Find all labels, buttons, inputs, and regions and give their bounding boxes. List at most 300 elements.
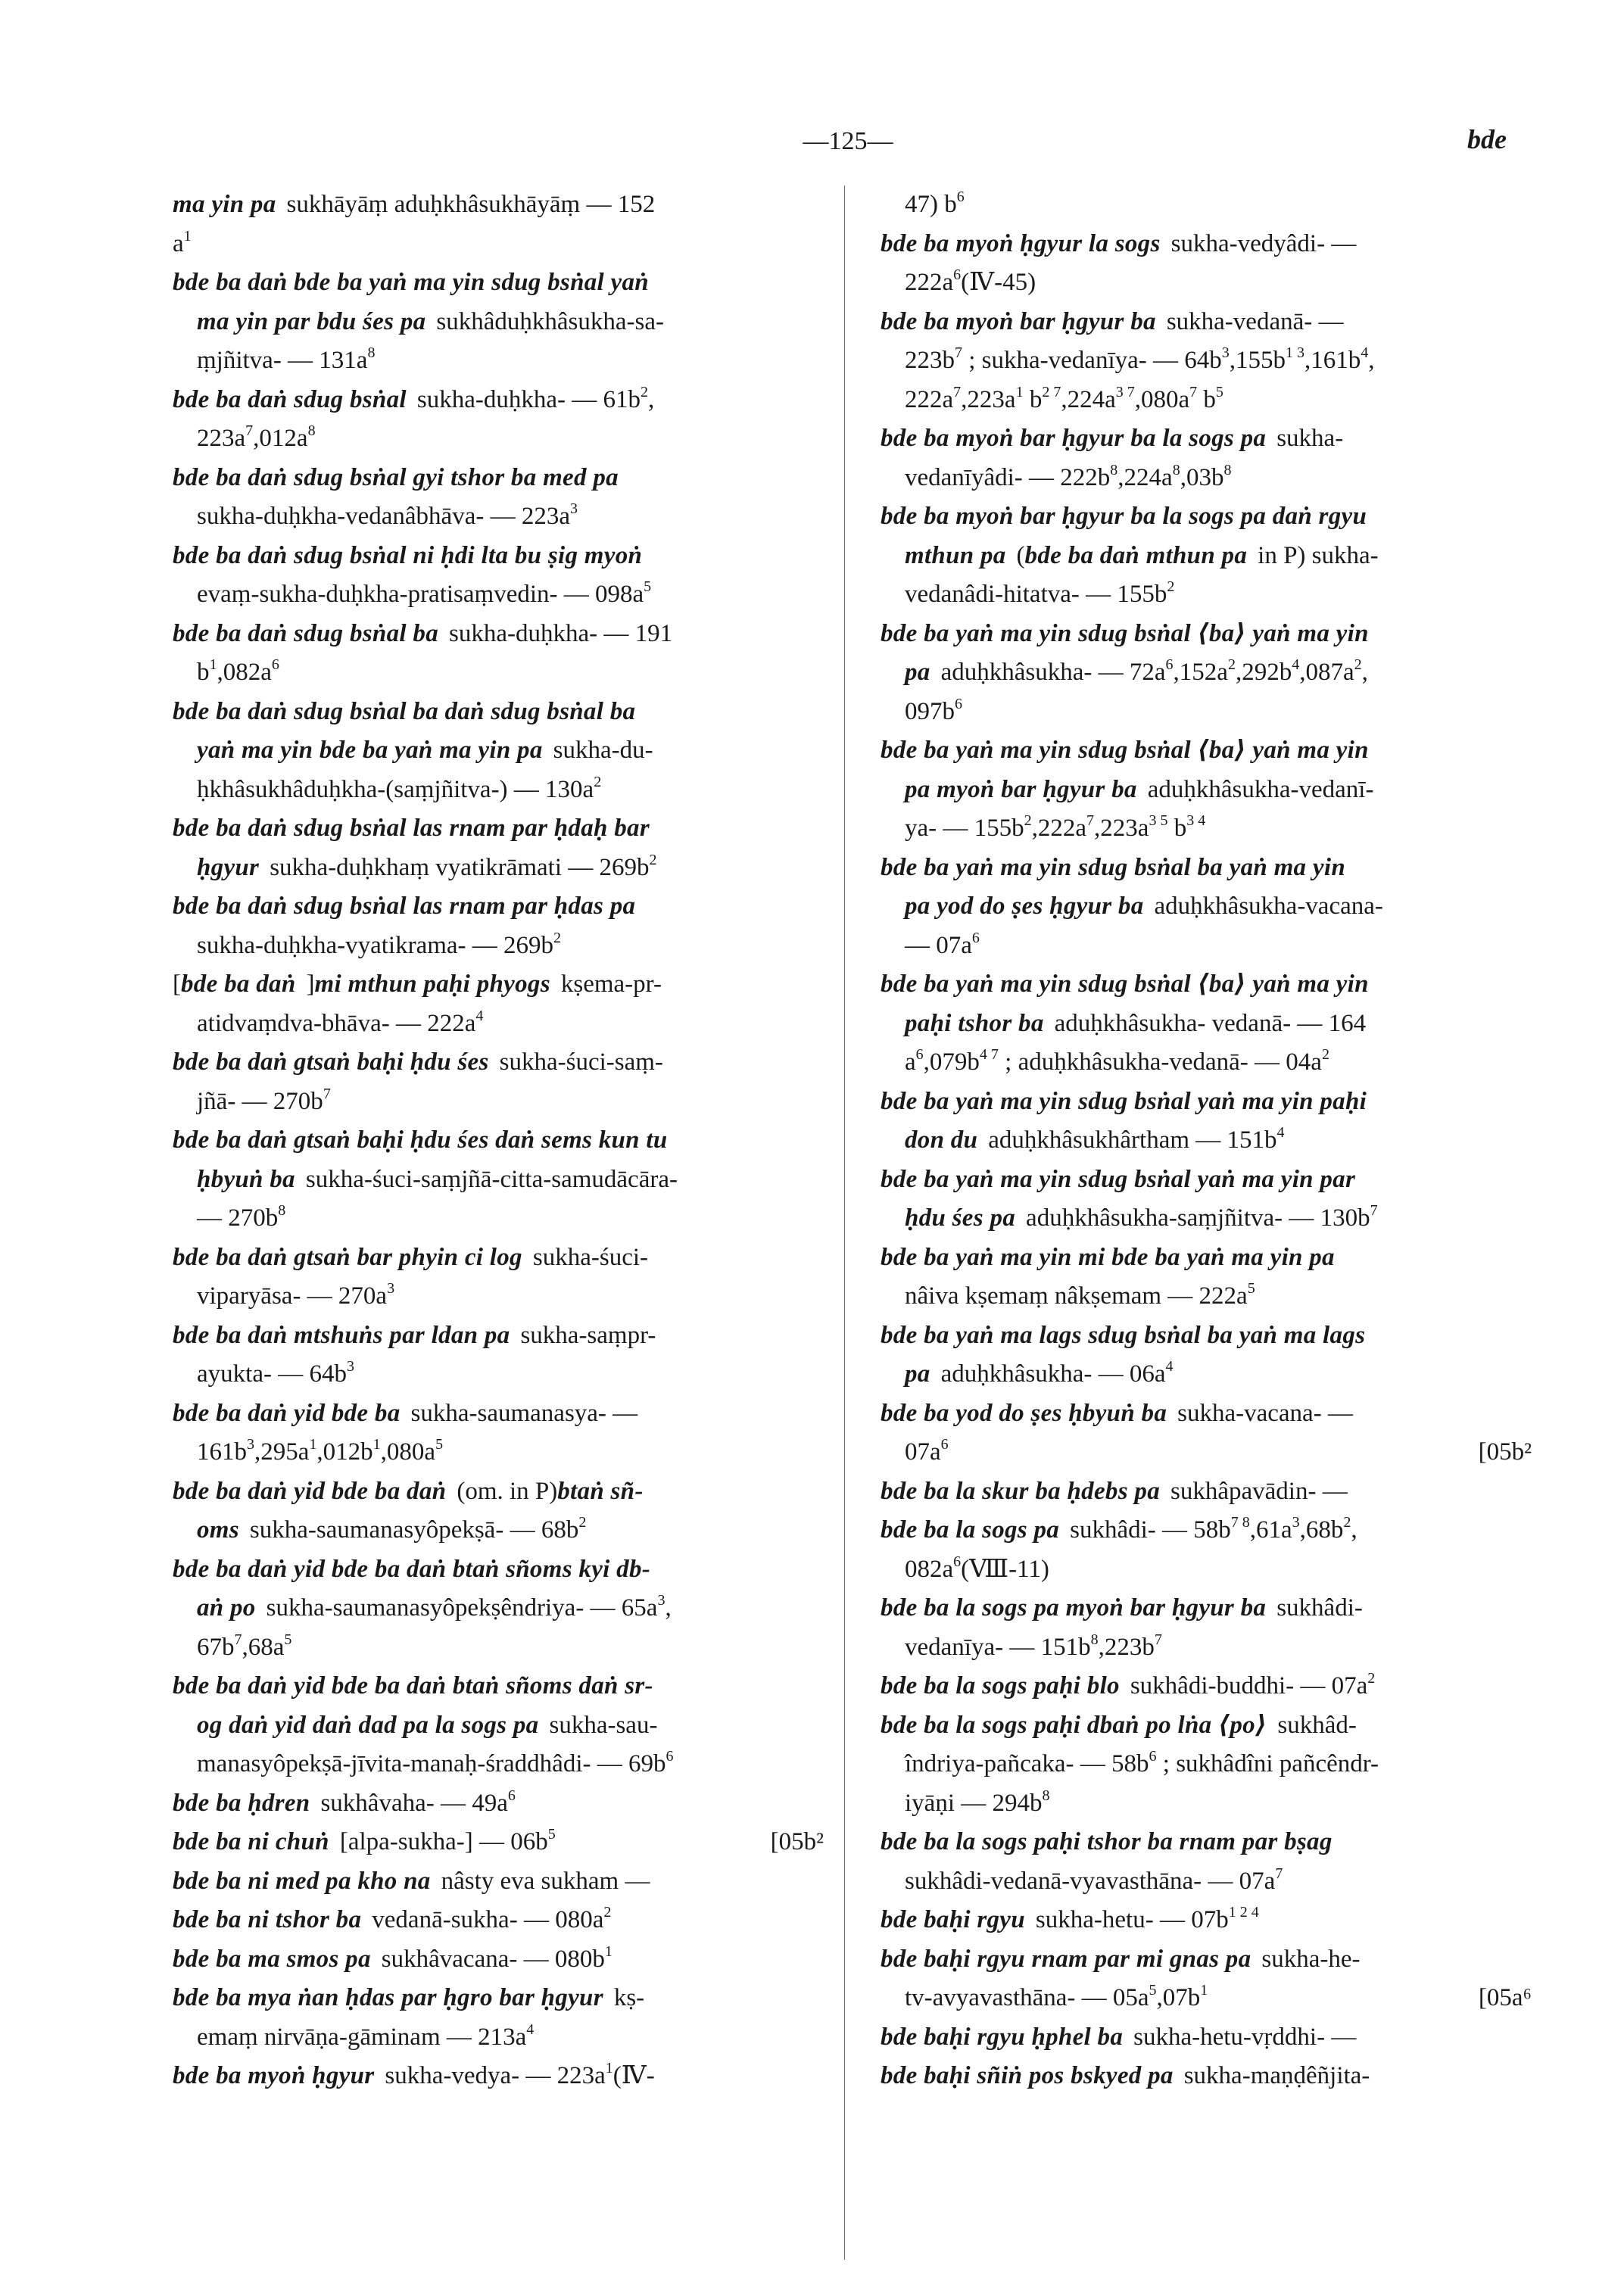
dictionary-line bbox=[881, 185, 1532, 225]
sanskrit-gloss: sukha-saṃpr- bbox=[520, 1321, 656, 1349]
dictionary-line bbox=[173, 809, 824, 849]
dictionary-line bbox=[881, 1862, 1532, 1902]
dictionary-line bbox=[881, 1589, 1532, 1628]
folio-superscript: 1 bbox=[604, 1943, 613, 1960]
sanskrit-gloss: aduḥkhâsukha-saṃjñitva- — 130b bbox=[1026, 1204, 1370, 1232]
sanskrit-gloss: , bbox=[1351, 1516, 1357, 1544]
folio-superscript: 3 bbox=[346, 1358, 354, 1375]
tibetan-headword: oms bbox=[197, 1516, 239, 1544]
sanskrit-gloss: ,03b bbox=[1180, 463, 1224, 491]
sanskrit-gloss: sukha-vedyâdi- — bbox=[1170, 229, 1357, 257]
folio-superscript: 4 7 bbox=[979, 1046, 999, 1063]
folio-superscript: 7 bbox=[1370, 1202, 1378, 1219]
sanskrit-gloss: ,68b bbox=[1299, 1516, 1344, 1544]
column-divider bbox=[844, 185, 845, 2260]
dictionary-line bbox=[173, 1862, 824, 1902]
dictionary-line bbox=[881, 381, 1532, 420]
dictionary-line bbox=[173, 2057, 824, 2096]
dictionary-line bbox=[173, 887, 824, 927]
folio-superscript: 3 bbox=[247, 1436, 254, 1453]
folio-superscript: 7 bbox=[955, 344, 962, 361]
dictionary-line bbox=[173, 1472, 824, 1512]
sanskrit-gloss: sukhâdi-vedanā-vyavasthāna- — 07a bbox=[905, 1867, 1276, 1895]
dictionary-line bbox=[173, 537, 824, 576]
sanskrit-gloss: sukha- bbox=[1276, 425, 1344, 452]
dictionary-line bbox=[881, 771, 1532, 810]
sanskrit-gloss: (Ⅷ-11) bbox=[961, 1555, 1049, 1583]
tibetan-headword: bde ba daṅ gtsaṅ baḥi ḥdu śes bbox=[173, 1048, 489, 1076]
tibetan-headword: bde ba ḥdren bbox=[173, 1789, 310, 1817]
folio-superscript: 7 bbox=[953, 383, 962, 400]
tibetan-headword: bde ba la sogs pa myoṅ bar ḥgyur ba bbox=[881, 1594, 1267, 1622]
folio-superscript: 7 bbox=[323, 1085, 331, 1102]
dictionary-line bbox=[881, 1316, 1532, 1356]
tibetan-headword: og daṅ yid daṅ dad pa la sogs pa bbox=[197, 1711, 539, 1739]
sanskrit-gloss: ,295a bbox=[254, 1438, 310, 1466]
folio-superscript: 7 8 bbox=[1230, 1514, 1250, 1531]
tibetan-headword: bde ba daṅ gtsaṅ bar phyin ci log bbox=[173, 1243, 522, 1271]
folio-superscript: 6 bbox=[1165, 656, 1174, 673]
folio-superscript: 1 bbox=[1200, 1982, 1208, 1999]
tibetan-headword: btaṅ sñ- bbox=[557, 1477, 644, 1505]
sanskrit-gloss: (Ⅳ-45) bbox=[961, 269, 1036, 296]
folio-superscript: 8 bbox=[1110, 461, 1118, 478]
tibetan-headword: bde ba ni med pa kho na bbox=[173, 1867, 431, 1895]
dictionary-line bbox=[881, 1161, 1532, 1200]
tibetan-headword: bde ba daṅ yid bde ba daṅ bbox=[173, 1477, 447, 1505]
tibetan-headword: pa yod do ṣes ḥgyur ba bbox=[905, 893, 1144, 920]
tibetan-headword: bde ba la sogs paḥi dbaṅ po lṅa ⟨po⟩ bbox=[881, 1711, 1267, 1739]
sanskrit-gloss: ,012a bbox=[253, 425, 308, 452]
tibetan-headword: bde ba la sogs paḥi tshor ba rnam par bṣag bbox=[881, 1828, 1333, 1855]
tibetan-headword: bde ba yaṅ ma yin mi bde ba yaṅ ma yin pa bbox=[881, 1243, 1335, 1271]
dictionary-line bbox=[881, 1238, 1532, 1278]
folio-superscript: 3 bbox=[1221, 344, 1230, 361]
dictionary-line bbox=[881, 2057, 1532, 2096]
sanskrit-gloss: vedanīyâdi- — 222b bbox=[905, 463, 1111, 491]
dictionary-line bbox=[173, 497, 824, 537]
tibetan-headword: bde ba daṅ bde ba yaṅ ma yin sdug bsṅal yaṅ bbox=[173, 269, 649, 296]
sanskrit-gloss: ,080a bbox=[380, 1438, 436, 1466]
sanskrit-gloss: vedanā-sukha- — 080a bbox=[372, 1906, 604, 1933]
sanskrit-gloss: ,68a bbox=[242, 1633, 285, 1661]
dictionary-line bbox=[173, 771, 824, 810]
tibetan-headword: bde baḥi rgyu ḥphel ba bbox=[881, 2023, 1124, 2051]
dictionary-line bbox=[173, 1238, 824, 1278]
dictionary-line bbox=[881, 927, 1532, 966]
folio-superscript: 2 bbox=[1354, 656, 1362, 673]
sanskrit-gloss: (om. in P) bbox=[457, 1477, 558, 1505]
tibetan-headword: bde ba daṅ sdug bsṅal bbox=[173, 385, 407, 413]
dictionary-line bbox=[173, 1043, 824, 1083]
folio-superscript: 4 bbox=[1361, 344, 1369, 361]
tibetan-headword: bde ba daṅ sdug bsṅal gyi tshor ba med pa bbox=[173, 463, 619, 491]
dictionary-line bbox=[881, 537, 1532, 576]
dictionary-line bbox=[881, 1394, 1532, 1434]
dictionary-line bbox=[173, 1433, 824, 1472]
tibetan-headword: bde ba yaṅ ma yin sdug bsṅal yaṅ ma yin paḥi bbox=[881, 1087, 1367, 1115]
tibetan-headword: bde ba yaṅ ma yin sdug bsṅal ba yaṅ ma yin bbox=[881, 853, 1345, 881]
folio-superscript: 1 2 4 bbox=[1228, 1904, 1259, 1921]
folio-superscript: 1 bbox=[209, 656, 217, 673]
dictionary-line bbox=[173, 1550, 824, 1590]
sanskrit-gloss: [alpa-sukha-] — 06b bbox=[339, 1828, 548, 1855]
dictionary-line bbox=[173, 303, 824, 342]
sanskrit-gloss: 161b bbox=[197, 1438, 247, 1466]
tibetan-headword: bde ba myoṅ bar ḥgyur ba bbox=[881, 307, 1156, 335]
tibetan-headword: bde ba yaṅ ma yin sdug bsṅal ⟨ba⟩ yaṅ ma yin bbox=[881, 737, 1369, 764]
tibetan-headword: pa bbox=[905, 1360, 930, 1388]
folio-superscript: 2 7 bbox=[1042, 383, 1061, 400]
sanskrit-gloss: sukha-duḥkha-vedanâbhāva- — 223a bbox=[197, 503, 570, 530]
dictionary-line bbox=[881, 263, 1532, 303]
sanskrit-gloss: ,07b bbox=[1156, 1984, 1201, 2011]
dictionary-line bbox=[173, 225, 824, 264]
dictionary-line bbox=[881, 1628, 1532, 1668]
tibetan-headword: pa myoṅ bar ḥgyur ba bbox=[905, 775, 1137, 803]
tibetan-headword: ma yin par bdu śes pa bbox=[197, 307, 426, 335]
dictionary-line bbox=[173, 263, 824, 303]
folio-marker: [05a⁶ bbox=[1478, 1984, 1532, 2011]
dictionary-line bbox=[881, 1940, 1532, 1980]
dictionary-line bbox=[173, 849, 824, 888]
sanskrit-gloss: jñā- — 270b bbox=[197, 1087, 323, 1115]
sanskrit-gloss: sukha-vacana- — bbox=[1177, 1399, 1353, 1427]
dictionary-line bbox=[881, 1901, 1532, 1940]
dictionary-line bbox=[173, 1394, 824, 1434]
dictionary-line bbox=[881, 1745, 1532, 1784]
tibetan-headword: bde ba mya ṅan ḥdas par ḥgro bar ḥgyur bbox=[173, 1984, 603, 2011]
sanskrit-gloss: ,152a bbox=[1173, 659, 1228, 686]
dictionary-line bbox=[881, 1784, 1532, 1824]
folio-superscript: 6 bbox=[971, 929, 980, 946]
dictionary-line bbox=[173, 1589, 824, 1628]
tibetan-headword: bde ba ni tshor ba bbox=[173, 1906, 362, 1933]
folio-superscript: 6 bbox=[915, 1046, 924, 1063]
folio-superscript: 5 bbox=[644, 578, 652, 595]
folio-marker: [05b² bbox=[1478, 1438, 1532, 1466]
dictionary-line bbox=[173, 1083, 824, 1122]
dictionary-line bbox=[173, 1784, 824, 1824]
sanskrit-gloss: ,082a bbox=[217, 659, 272, 686]
dictionary-line bbox=[173, 1667, 824, 1706]
dictionary-line bbox=[173, 1355, 824, 1394]
folio-superscript: 6 bbox=[953, 1553, 962, 1570]
tibetan-headword: bde baḥi rgyu rnam par mi gnas pa bbox=[881, 1945, 1252, 1973]
folio-superscript: 8 bbox=[367, 344, 376, 361]
dictionary-line bbox=[173, 965, 824, 1005]
tibetan-headword: bde baḥi rgyu bbox=[881, 1906, 1025, 1933]
sanskrit-gloss: aduḥkhâsukha-vacana- bbox=[1154, 893, 1383, 920]
tibetan-headword: ḥbyuṅ ba bbox=[197, 1165, 295, 1193]
sanskrit-gloss: sukha-duḥkha- — 61b bbox=[416, 385, 641, 413]
sanskrit-gloss: aduḥkhâsukha- — 72a bbox=[940, 659, 1166, 686]
sanskrit-gloss: 222a bbox=[905, 269, 954, 296]
sanskrit-gloss: ,223a bbox=[961, 385, 1016, 413]
folio-superscript: 1 3 bbox=[1286, 344, 1304, 361]
dictionary-line bbox=[173, 1121, 824, 1161]
dictionary-line bbox=[881, 303, 1532, 342]
dictionary-line bbox=[881, 693, 1532, 732]
sanskrit-gloss: ,080a bbox=[1134, 385, 1190, 413]
sanskrit-gloss: , bbox=[1368, 347, 1375, 374]
tibetan-headword: ḥgyur bbox=[197, 853, 260, 881]
tibetan-headword: bde ba daṅ sdug bsṅal ba daṅ sdug bsṅal ba bbox=[173, 697, 636, 725]
dictionary-line bbox=[173, 1706, 824, 1746]
dictionary-line bbox=[173, 1199, 824, 1238]
dictionary-line bbox=[173, 1901, 824, 1940]
dictionary-line bbox=[881, 1472, 1532, 1512]
sanskrit-gloss: nâiva kṣemaṃ nâkṣemam — 222a bbox=[905, 1282, 1248, 1310]
tibetan-headword: bde ba yaṅ ma yin sdug bsṅal yaṅ ma yin par bbox=[881, 1165, 1356, 1193]
sanskrit-gloss: sukhâdi-buddhi- — 07a bbox=[1130, 1672, 1368, 1699]
tibetan-headword: bde ba myoṅ ḥgyur la sogs bbox=[881, 229, 1161, 257]
sanskrit-gloss: sukha-vedanā- — bbox=[1166, 307, 1344, 335]
sanskrit-gloss: ayukta- — 64b bbox=[197, 1360, 347, 1388]
dictionary-line bbox=[881, 1979, 1532, 2018]
folio-superscript: 2 bbox=[578, 1514, 587, 1531]
folio-superscript: 7 bbox=[245, 422, 254, 439]
folio-superscript: 2 bbox=[1167, 578, 1175, 595]
folio-superscript: 2 bbox=[1343, 1514, 1351, 1531]
dictionary-line bbox=[881, 653, 1532, 693]
sanskrit-gloss: aduḥkhâsukha- vedanā- — 164 bbox=[1054, 1009, 1367, 1037]
sanskrit-gloss: ,223a bbox=[1094, 815, 1149, 842]
sanskrit-gloss: 07a bbox=[905, 1438, 941, 1466]
folio-superscript: 3 bbox=[1292, 1514, 1300, 1531]
sanskrit-gloss: sukhâpavādin- — bbox=[1170, 1477, 1348, 1505]
dictionary-line bbox=[881, 849, 1532, 888]
folio-superscript: 2 bbox=[1367, 1670, 1376, 1687]
right-column bbox=[881, 185, 1532, 2096]
sanskrit-gloss: ya- — 155b bbox=[905, 815, 1024, 842]
sanskrit-gloss: sukha-maṇḍêñjita- bbox=[1183, 2062, 1370, 2089]
folio-superscript: 2 bbox=[649, 851, 657, 868]
tibetan-headword: bde ba daṅ yid bde ba daṅ btaṅ sñoms daṅ sr- bbox=[173, 1672, 653, 1699]
folio-superscript: 7 bbox=[1154, 1631, 1162, 1648]
dictionary-line bbox=[173, 459, 824, 498]
tibetan-headword: bde ba daṅ sdug bsṅal ba bbox=[173, 619, 439, 647]
tibetan-headword: bde ba yaṅ ma lags sdug bsṅal ba yaṅ ma lags bbox=[881, 1321, 1366, 1349]
folio-superscript: 8 bbox=[278, 1202, 286, 1219]
dictionary-line bbox=[881, 809, 1532, 849]
dictionary-line bbox=[881, 459, 1532, 498]
sanskrit-gloss: aduḥkhâsukha- — 06a bbox=[940, 1360, 1166, 1388]
tibetan-headword: bde ba daṅ yid bde ba daṅ btaṅ sñoms kyi db- bbox=[173, 1555, 651, 1583]
sanskrit-gloss: kṣema-pr- bbox=[560, 970, 662, 998]
folio-superscript: 5 bbox=[435, 1436, 444, 1453]
dictionary-line bbox=[881, 575, 1532, 615]
sanskrit-gloss: vedanīya- — 151b bbox=[905, 1633, 1091, 1661]
tibetan-headword: ḥdu śes pa bbox=[905, 1204, 1016, 1232]
folio-superscript: 5 bbox=[284, 1631, 292, 1648]
folio-superscript: 3 4 bbox=[1186, 812, 1206, 829]
folio-superscript: 6 bbox=[940, 1436, 949, 1453]
folio-superscript: 1 bbox=[605, 2060, 613, 2076]
tibetan-headword: ma yin pa bbox=[173, 191, 276, 218]
tibetan-headword: bde ba la skur ba ḥdebs pa bbox=[881, 1477, 1160, 1505]
sanskrit-gloss: sukha-vedya- — 223a bbox=[385, 2062, 606, 2089]
folio-superscript: 8 bbox=[1172, 461, 1180, 478]
sanskrit-gloss: ,155b bbox=[1229, 347, 1286, 374]
dictionary-line bbox=[881, 341, 1532, 381]
sanskrit-gloss: sukha-śuci-saṃ- bbox=[499, 1048, 663, 1076]
folio-superscript: 3 5 bbox=[1149, 812, 1168, 829]
folio-superscript: 6 bbox=[956, 188, 965, 205]
folio-superscript: 8 bbox=[1223, 461, 1232, 478]
dictionary-line bbox=[881, 1277, 1532, 1316]
sanskrit-gloss: ṃjñitva- — 131a bbox=[197, 347, 368, 374]
tibetan-headword: mthun pa bbox=[905, 541, 1006, 569]
sanskrit-gloss: manasyôpekṣā-jīvita-manaḥ-śraddhâdi- — 69b bbox=[197, 1750, 666, 1777]
sanskrit-gloss: 223b bbox=[905, 347, 955, 374]
sanskrit-gloss: 222a bbox=[905, 385, 954, 413]
dictionary-line bbox=[173, 1316, 824, 1356]
sanskrit-gloss: iyāṇi — 294b bbox=[905, 1789, 1043, 1817]
folio-superscript: 4 bbox=[1165, 1358, 1174, 1375]
sanskrit-gloss: sukhâdi- bbox=[1276, 1594, 1363, 1622]
tibetan-headword: bde ba yaṅ ma yin sdug bsṅal ⟨ba⟩ yaṅ ma yin bbox=[881, 619, 1369, 647]
tibetan-headword: bde ba daṅ sdug bsṅal ni ḥdi lta bu ṣig myoṅ bbox=[173, 541, 643, 569]
folio-superscript: 6 bbox=[955, 695, 962, 712]
left-column bbox=[173, 185, 824, 2096]
dictionary-line bbox=[173, 1005, 824, 1044]
sanskrit-gloss: ] bbox=[306, 970, 315, 998]
sanskrit-gloss: sukhāyāṃ aduḥkhâsukhāyāṃ — 152 bbox=[286, 191, 656, 218]
tibetan-headword: bde ba daṅ mthun pa bbox=[1024, 541, 1248, 569]
sanskrit-gloss: , bbox=[1361, 659, 1368, 686]
folio-superscript: 5 bbox=[1149, 1982, 1157, 1999]
folio-superscript: 2 bbox=[1227, 656, 1236, 673]
sanskrit-gloss: ,224a bbox=[1117, 463, 1173, 491]
folio-superscript: 7 bbox=[1086, 812, 1095, 829]
dictionary-line bbox=[173, 693, 824, 732]
sanskrit-gloss: atidvaṃdva-bhāva- — 222a bbox=[197, 1009, 476, 1037]
dictionary-line bbox=[881, 615, 1532, 654]
sanskrit-gloss: aduḥkhâsukhârtham — 151b bbox=[988, 1126, 1277, 1154]
sanskrit-gloss: sukha-śuci- bbox=[532, 1243, 649, 1271]
sanskrit-gloss: sukha-duḥkha-vyatikrama- — 269b bbox=[197, 931, 554, 959]
dictionary-line bbox=[881, 731, 1532, 771]
tibetan-headword: bde baḥi sñiṅ pos bskyed pa bbox=[881, 2062, 1174, 2089]
dictionary-line bbox=[881, 887, 1532, 927]
dictionary-line bbox=[173, 341, 824, 381]
sanskrit-gloss: [ bbox=[173, 970, 181, 998]
folio-superscript: 6 bbox=[665, 1748, 674, 1765]
tibetan-headword: don du bbox=[905, 1126, 978, 1154]
sanskrit-gloss: , bbox=[647, 385, 655, 413]
sanskrit-gloss: kṣ- bbox=[613, 1984, 645, 2011]
sanskrit-gloss: 47) b bbox=[905, 191, 957, 218]
sanskrit-gloss: sukha-he- bbox=[1261, 1945, 1361, 1973]
dictionary-line bbox=[881, 1433, 1532, 1472]
sanskrit-gloss: sukha-hetu- — 07b bbox=[1035, 1906, 1229, 1933]
folio-superscript: 2 bbox=[1321, 1046, 1329, 1063]
dictionary-line bbox=[881, 1667, 1532, 1706]
tibetan-headword: bde ba daṅ bbox=[181, 970, 296, 998]
sanskrit-gloss: — 07a bbox=[905, 931, 972, 959]
tibetan-headword: bde ba yaṅ ma yin sdug bsṅal ⟨ba⟩ yaṅ ma yin bbox=[881, 970, 1369, 998]
dictionary-line bbox=[173, 419, 824, 459]
tibetan-headword: bde ba daṅ mtshuṅs par ldan pa bbox=[173, 1321, 510, 1349]
sanskrit-gloss: ,61a bbox=[1249, 1516, 1292, 1544]
folio-superscript: 2 bbox=[640, 383, 648, 400]
sanskrit-gloss: aduḥkhâsukha-vedanī- bbox=[1147, 775, 1374, 803]
folio-superscript: 6 bbox=[953, 266, 962, 283]
running-head: bde bbox=[1467, 124, 1507, 154]
sanskrit-gloss: ,222a bbox=[1031, 815, 1087, 842]
folio-superscript: 6 bbox=[271, 656, 279, 673]
folio-superscript: 3 bbox=[387, 1280, 395, 1297]
sanskrit-gloss: sukha-saumanasya- — bbox=[410, 1399, 638, 1427]
dictionary-line bbox=[881, 225, 1532, 264]
sanskrit-gloss: b bbox=[1197, 385, 1216, 413]
dictionary-line bbox=[173, 731, 824, 771]
folio-superscript: 1 bbox=[1015, 383, 1024, 400]
sanskrit-gloss: emaṃ nirvāṇa-gāminam — 213a bbox=[197, 2023, 527, 2051]
folio-superscript: 8 bbox=[1042, 1787, 1050, 1804]
sanskrit-gloss: a bbox=[905, 1048, 916, 1076]
folio-superscript: 6 bbox=[507, 1787, 516, 1804]
sanskrit-gloss: a bbox=[173, 229, 184, 257]
sanskrit-gloss: îndriya-pañcaka- — 58b bbox=[905, 1750, 1149, 1777]
sanskrit-gloss: ḥkhâsukhâduḥkha-(saṃjñitva-) — 130a bbox=[197, 775, 594, 803]
sanskrit-gloss: sukhâvacana- — 080b bbox=[381, 1945, 605, 1973]
sanskrit-gloss: in P) sukha- bbox=[1258, 541, 1379, 569]
dictionary-line bbox=[881, 1199, 1532, 1238]
folio-superscript: 7 bbox=[1189, 383, 1198, 400]
sanskrit-gloss: sukhâd- bbox=[1277, 1711, 1357, 1739]
dictionary-line bbox=[173, 381, 824, 420]
sanskrit-gloss: ,161b bbox=[1304, 347, 1361, 374]
folio-superscript: 5 bbox=[1247, 1280, 1255, 1297]
folio-superscript: 2 bbox=[603, 1904, 612, 1921]
sanskrit-gloss: sukha-saumanasyôpekṣêndriya- — 65a bbox=[266, 1594, 658, 1622]
tibetan-headword: bde ba la sogs pa bbox=[881, 1516, 1060, 1544]
sanskrit-gloss: nâsty eva sukham — bbox=[441, 1867, 650, 1895]
dictionary-line bbox=[173, 185, 824, 225]
sanskrit-gloss: ; sukhâdîni pañcêndr- bbox=[1156, 1750, 1379, 1777]
sanskrit-gloss: b bbox=[197, 659, 210, 686]
sanskrit-gloss: sukha-duḥkha- — 191 bbox=[449, 619, 673, 647]
dictionary-line bbox=[881, 1511, 1532, 1550]
sanskrit-gloss: sukhâduḥkhâsukha-sa- bbox=[436, 307, 665, 335]
folio-superscript: 2 bbox=[553, 929, 562, 946]
tibetan-headword: bde ba ni chuṅ bbox=[173, 1828, 329, 1855]
folio-superscript: 1 bbox=[183, 227, 192, 245]
sanskrit-gloss: ; sukha-vedanīya- — 64b bbox=[962, 347, 1222, 374]
sanskrit-gloss: , bbox=[665, 1594, 672, 1622]
dictionary-line bbox=[173, 927, 824, 966]
folio-superscript: 4 bbox=[1292, 656, 1300, 673]
sanskrit-gloss: ; aduḥkhâsukha-vedanā- — 04a bbox=[998, 1048, 1322, 1076]
sanskrit-gloss: — 270b bbox=[197, 1204, 279, 1232]
folio-superscript: 1 bbox=[309, 1436, 317, 1453]
folio-marker: [05b² bbox=[770, 1828, 824, 1855]
sanskrit-gloss: ( bbox=[1016, 541, 1025, 569]
sanskrit-gloss: 082a bbox=[905, 1555, 954, 1583]
dictionary-line bbox=[881, 1550, 1532, 1590]
dictionary-line bbox=[173, 1161, 824, 1200]
sanskrit-gloss: viparyāsa- — 270a bbox=[197, 1282, 388, 1310]
folio-superscript: 2 bbox=[594, 773, 602, 790]
dictionary-line bbox=[173, 575, 824, 615]
dictionary-line bbox=[173, 1823, 824, 1862]
dictionary-line bbox=[881, 1355, 1532, 1394]
sanskrit-gloss: vedanâdi-hitatva- — 155b bbox=[905, 581, 1167, 608]
dictionary-line bbox=[173, 615, 824, 654]
sanskrit-gloss: 097b bbox=[905, 697, 955, 725]
